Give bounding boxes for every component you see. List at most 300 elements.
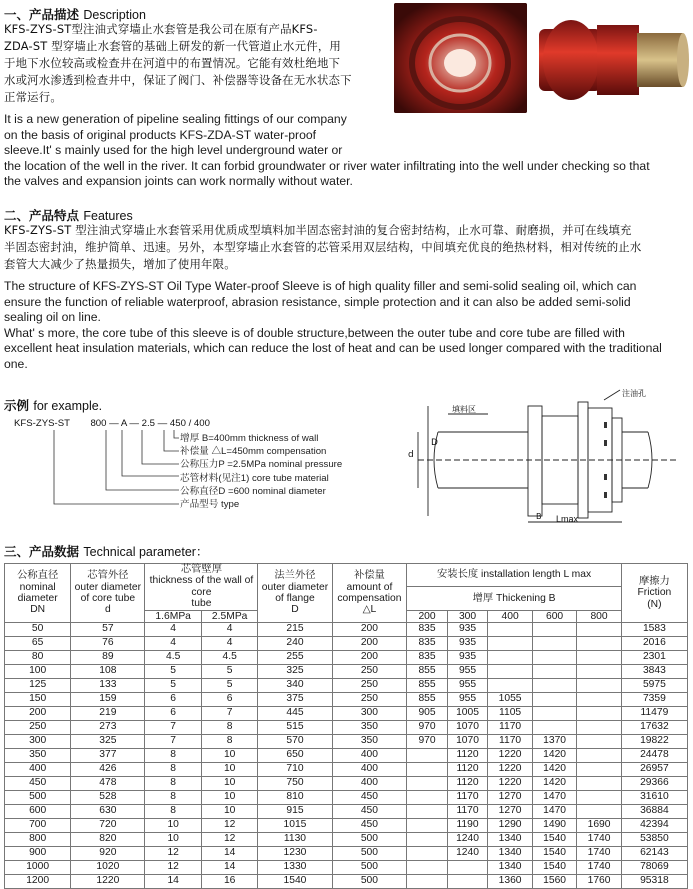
table-cell: 1740 — [577, 847, 621, 861]
table-cell: 8 — [145, 805, 202, 819]
table-cell: 250 — [5, 721, 71, 735]
table-cell: 215 — [258, 623, 332, 637]
table-cell: 1170 — [447, 805, 488, 819]
text-line: The structure of KFS-ZYS-ST Oil Type Water-proof Sleeve is of high quality filler and semi-solid sealing oil, which can — [4, 279, 637, 293]
table-cell — [532, 693, 576, 707]
table-cell: 450 — [332, 805, 407, 819]
table-cell: 650 — [258, 749, 332, 763]
model-code-diagram — [14, 418, 404, 518]
header-line: of core tube — [80, 593, 136, 605]
header-line: amount of — [346, 581, 393, 593]
table-cell: 16 — [201, 875, 258, 889]
heading-zh: 二、产品特点 — [4, 208, 80, 223]
table-cell: 500 — [332, 833, 407, 847]
table-cell: 400 — [332, 777, 407, 791]
text-line: ZDA-ST 型穿墙止水套管的基础上研发的新一代管道止水元件，用 — [4, 39, 342, 53]
header-line: DN — [30, 604, 46, 616]
table-cell: 89 — [71, 651, 145, 665]
table-cell: 1760 — [577, 875, 621, 889]
table-cell — [488, 623, 532, 637]
table-cell: 29366 — [621, 777, 687, 791]
table-cell: 1420 — [532, 749, 576, 763]
table-cell: 750 — [258, 777, 332, 791]
table-cell: 500 — [332, 861, 407, 875]
table-cell: 820 — [71, 833, 145, 847]
table-cell: 1583 — [621, 623, 687, 637]
table-cell: 1005 — [447, 707, 488, 721]
table-cell: 500 — [332, 847, 407, 861]
label-d: d — [408, 450, 414, 460]
table-row — [5, 735, 688, 749]
table-cell: 1490 — [532, 819, 576, 833]
table-cell: 273 — [71, 721, 145, 735]
table-cell — [577, 693, 621, 707]
table-cell: 1690 — [577, 819, 621, 833]
table-cell: 1540 — [532, 861, 576, 875]
table-cell — [407, 861, 447, 875]
table-cell: 905 — [407, 707, 447, 721]
table-cell: 12 — [145, 847, 202, 861]
table-cell: 10 — [201, 791, 258, 805]
table-cell: 255 — [258, 651, 332, 665]
header-line: △L — [362, 604, 377, 616]
header-line: D — [291, 604, 299, 616]
table-cell: 955 — [447, 665, 488, 679]
table-cell: 300 — [5, 735, 71, 749]
table-cell: 375 — [258, 693, 332, 707]
table-cell — [488, 637, 532, 651]
table-cell: 12 — [201, 833, 258, 847]
table-cell: 1740 — [577, 833, 621, 847]
table-cell: 7359 — [621, 693, 687, 707]
legend-item: 公称压力P =2.5MPa nominal pressure — [180, 459, 343, 471]
label-lmax: Lmax — [556, 514, 579, 524]
table-row — [5, 777, 688, 791]
table-cell — [577, 763, 621, 777]
table-cell: 1540 — [532, 847, 576, 861]
table-cell: 450 — [332, 819, 407, 833]
table-cell: 200 — [332, 637, 407, 651]
table-cell: 8 — [145, 763, 202, 777]
table-cell — [577, 707, 621, 721]
header-line: Friction — [637, 587, 672, 599]
table-cell: 1470 — [532, 805, 576, 819]
table-row — [5, 819, 688, 833]
table-cell — [447, 861, 488, 875]
table-cell: 17632 — [621, 721, 687, 735]
table-cell — [407, 875, 447, 889]
col-thickening-header: 增厚 Thickening B — [407, 587, 621, 610]
table-cell: 1200 — [5, 875, 71, 889]
table-cell: 1120 — [447, 749, 488, 763]
table-cell: 10 — [145, 833, 202, 847]
table-cell — [532, 679, 576, 693]
table-cell: 7 — [145, 721, 202, 735]
heading-en: Features — [83, 209, 133, 223]
table-cell: 1420 — [532, 777, 576, 791]
table-cell: 19822 — [621, 735, 687, 749]
col-b-800: 800 — [577, 610, 621, 622]
table-row — [5, 707, 688, 721]
table-cell: 915 — [258, 805, 332, 819]
table-cell: 57 — [71, 623, 145, 637]
table-cell: 450 — [5, 777, 71, 791]
table-cell: 10 — [145, 819, 202, 833]
table-cell: 1340 — [488, 833, 532, 847]
text-line: one. — [4, 356, 28, 371]
text-line: excellent heat insulation materials, which can reduce the lost of heat and can be used longer compared with the traditional — [4, 341, 662, 356]
text-line: sleeve.It' s mainly used for the high level underground water or — [4, 143, 343, 158]
table-cell: 219 — [71, 707, 145, 721]
table-cell: 426 — [71, 763, 145, 777]
header-line: diameter — [17, 593, 58, 605]
table-cell: 1330 — [258, 861, 332, 875]
table-cell: 1015 — [258, 819, 332, 833]
col-flange-header — [258, 564, 332, 623]
table-cell: 1270 — [488, 805, 532, 819]
table-cell — [577, 805, 621, 819]
table-cell: 14 — [201, 847, 258, 861]
table-cell: 855 — [407, 665, 447, 679]
table-cell: 835 — [407, 651, 447, 665]
table-cell: 1055 — [488, 693, 532, 707]
label-oil-hole: 注油孔 — [622, 389, 646, 398]
table-cell: 7 — [145, 735, 202, 749]
text-line: It is a new generation of pipeline sealing fittings of our company — [4, 112, 347, 126]
header-line: d — [105, 604, 111, 616]
legend-item: 增厚 B=400mm thickness of wall — [180, 433, 319, 444]
col-b-600: 600 — [532, 610, 576, 622]
table-cell: 95318 — [621, 875, 687, 889]
col-dn-header — [5, 564, 71, 623]
table-cell: 1270 — [488, 791, 532, 805]
table-cell: 1560 — [532, 875, 576, 889]
table-cell — [577, 665, 621, 679]
table-cell: 1220 — [71, 875, 145, 889]
table-cell: 8 — [145, 749, 202, 763]
table-cell: 14 — [145, 875, 202, 889]
table-cell: 4 — [145, 623, 202, 637]
table-cell: 1070 — [447, 735, 488, 749]
label-filler: 填料区 — [452, 405, 476, 414]
table-cell: 835 — [407, 637, 447, 651]
table-cell: 935 — [447, 623, 488, 637]
table-cell: 12 — [201, 819, 258, 833]
table-cell — [407, 791, 447, 805]
table-cell: 7 — [201, 707, 258, 721]
col-b-300: 300 — [447, 610, 488, 622]
table-cell: 3843 — [621, 665, 687, 679]
table-cell — [577, 679, 621, 693]
table-cell — [407, 749, 447, 763]
table-cell: 300 — [332, 707, 407, 721]
table-cell: 377 — [71, 749, 145, 763]
description-zh — [4, 21, 388, 106]
table-cell — [577, 777, 621, 791]
table-row — [5, 721, 688, 735]
header-line: tube — [191, 598, 212, 610]
table-cell: 1360 — [488, 875, 532, 889]
table-cell: 1220 — [488, 763, 532, 777]
table-cell: 630 — [71, 805, 145, 819]
table-cell: 200 — [332, 623, 407, 637]
table-cell: 4.5 — [145, 651, 202, 665]
table-cell — [532, 637, 576, 651]
table-cell: 5 — [201, 665, 258, 679]
header-line: compensation — [337, 593, 402, 605]
table-row — [5, 847, 688, 861]
table-cell: 53850 — [621, 833, 687, 847]
table-cell: 970 — [407, 721, 447, 735]
legend-item: 芯管材料(见注1) core tube material — [180, 472, 329, 484]
table-row — [5, 637, 688, 651]
table-cell: 125 — [5, 679, 71, 693]
table-cell — [407, 819, 447, 833]
table-cell: 31610 — [621, 791, 687, 805]
header-line: thickness of the wall of core — [149, 575, 254, 598]
table-cell: 240 — [258, 637, 332, 651]
heading-en: Description — [83, 8, 146, 22]
table-cell: 2301 — [621, 651, 687, 665]
table-cell: 1540 — [258, 875, 332, 889]
header-line: 芯管壁厚 — [180, 564, 223, 575]
table-cell: 24478 — [621, 749, 687, 763]
table-row — [5, 833, 688, 847]
table-cell — [577, 721, 621, 735]
table-cell: 340 — [258, 679, 332, 693]
table-row — [5, 693, 688, 707]
col-comp-header — [332, 564, 407, 623]
table-cell: 600 — [5, 805, 71, 819]
table-cell: 935 — [447, 637, 488, 651]
table-cell: 900 — [5, 847, 71, 861]
table-cell: 6 — [201, 693, 258, 707]
table-row — [5, 763, 688, 777]
table-cell: 445 — [258, 707, 332, 721]
table-cell: 1220 — [488, 749, 532, 763]
section-params-heading — [4, 542, 208, 560]
text-line: 套管大大减少了热量损失，增加了使用年限。 — [4, 257, 236, 271]
header-line: 公称直径 — [17, 570, 59, 582]
table-cell: 50 — [5, 623, 71, 637]
table-cell — [532, 623, 576, 637]
table-cell: 8 — [201, 721, 258, 735]
table-cell: 200 — [332, 651, 407, 665]
table-cell: 1230 — [258, 847, 332, 861]
table-cell: 11479 — [621, 707, 687, 721]
table-cell: 1240 — [447, 833, 488, 847]
technical-drawing — [408, 388, 692, 528]
table-cell: 4 — [201, 623, 258, 637]
table-cell: 400 — [5, 763, 71, 777]
col-b-400: 400 — [488, 610, 532, 622]
header-line: outer diameter — [261, 581, 329, 593]
text-line: the valves and expansion joints can work normally without water. — [4, 174, 353, 189]
heading-zh: 三、产品数据 — [4, 544, 80, 559]
col-length-header: 安装长度 installation length L max — [407, 564, 621, 587]
table-cell — [577, 637, 621, 651]
table-cell: 710 — [258, 763, 332, 777]
table-row — [5, 791, 688, 805]
table-cell — [577, 735, 621, 749]
table-cell — [577, 623, 621, 637]
table-cell: 955 — [447, 693, 488, 707]
product-photo-outside — [531, 3, 691, 113]
text-line: What' s more, the core tube of this sleeve is of double structure,between the outer tube and core tube are filled with — [4, 325, 625, 340]
table-cell: 6 — [145, 693, 202, 707]
table-cell — [447, 875, 488, 889]
table-cell: 1470 — [532, 791, 576, 805]
table-cell: 80 — [5, 651, 71, 665]
table-cell: 10 — [201, 805, 258, 819]
table-cell: 2016 — [621, 637, 687, 651]
product-photo-inside — [394, 3, 527, 113]
table-cell: 835 — [407, 623, 447, 637]
features-zh — [4, 222, 692, 273]
table-row — [5, 861, 688, 875]
table-cell: 400 — [332, 749, 407, 763]
table-row — [5, 749, 688, 763]
table-cell: 10 — [201, 763, 258, 777]
col-friction-header — [621, 564, 687, 623]
table-cell — [407, 763, 447, 777]
table-cell: 1190 — [447, 819, 488, 833]
header-line: nominal — [19, 581, 56, 593]
table-cell: 76 — [71, 637, 145, 651]
table-cell: 1340 — [488, 847, 532, 861]
table-cell: 1220 — [488, 777, 532, 791]
table-cell — [407, 777, 447, 791]
table-cell: 1070 — [447, 721, 488, 735]
table-cell — [532, 707, 576, 721]
table-cell: 1540 — [532, 833, 576, 847]
table-row — [5, 651, 688, 665]
table-cell: 700 — [5, 819, 71, 833]
table-cell: 10 — [201, 749, 258, 763]
table-cell: 400 — [332, 763, 407, 777]
table-cell: 855 — [407, 693, 447, 707]
table-cell: 478 — [71, 777, 145, 791]
table-cell: 810 — [258, 791, 332, 805]
table-cell: 1120 — [447, 777, 488, 791]
header-line: outer diameter — [74, 581, 142, 593]
table-cell: 800 — [5, 833, 71, 847]
text-line: the location of the well in the river. It can forbid groundwater or river water infiltrating into the well under checking so that — [4, 158, 650, 173]
header-line: 芯管外径 — [87, 570, 129, 582]
table-row — [5, 623, 688, 637]
table-cell — [488, 679, 532, 693]
description-en — [4, 112, 692, 190]
table-cell — [532, 721, 576, 735]
table-cell: 500 — [5, 791, 71, 805]
table-cell: 250 — [332, 665, 407, 679]
header-line: 补偿量 — [353, 570, 385, 582]
model-params: 800 — A — 2.5 — 450 / 400 — [90, 418, 210, 429]
text-line: KFS-ZYS-ST 型注油式穿墙止水套管采用优质成型填料加半固态密封油的复合密封结构，止水可靠、耐磨损，并可在线填充 — [4, 223, 632, 237]
table-cell: 1340 — [488, 861, 532, 875]
table-cell: 8 — [201, 735, 258, 749]
table-cell: 1420 — [532, 763, 576, 777]
table-cell — [577, 651, 621, 665]
table-cell: 855 — [407, 679, 447, 693]
header-line: 摩擦力 — [638, 575, 670, 587]
table-cell: 515 — [258, 721, 332, 735]
table-cell: 350 — [332, 721, 407, 735]
text-line: 水或河水渗透到检查井中，保证了阀门、补偿器等设备在无水状态下 — [4, 73, 352, 87]
table-body — [5, 623, 688, 889]
table-cell: 4 — [145, 637, 202, 651]
table-row — [5, 679, 688, 693]
table-cell: 250 — [332, 693, 407, 707]
table-cell: 1130 — [258, 833, 332, 847]
header-line: 法兰外径 — [274, 570, 316, 582]
code-legend — [180, 432, 342, 511]
table-cell: 5 — [201, 679, 258, 693]
col-wall-header — [145, 564, 258, 611]
legend-item: 产品型号 type — [180, 499, 240, 511]
table-cell: 200 — [5, 707, 71, 721]
table-cell: 6 — [145, 707, 202, 721]
table-cell — [532, 665, 576, 679]
table-cell: 720 — [71, 819, 145, 833]
table-cell: 935 — [447, 651, 488, 665]
table-cell: 1240 — [447, 847, 488, 861]
label-D: D — [431, 438, 438, 448]
text-line: KFS-ZYS-ST型注油式穿墙止水套管是我公司在原有产品KFS- — [4, 22, 318, 36]
table-cell: 570 — [258, 735, 332, 749]
table-cell: 133 — [71, 679, 145, 693]
table-cell: 159 — [71, 693, 145, 707]
table-cell: 528 — [71, 791, 145, 805]
table-cell: 5 — [145, 665, 202, 679]
table-row — [5, 875, 688, 889]
heading-zh: 一、产品描述 — [4, 7, 80, 22]
text-line: 正常运行。 — [4, 90, 62, 104]
header-line: of flange — [275, 593, 315, 605]
table-cell: 350 — [5, 749, 71, 763]
table-cell: 100 — [5, 665, 71, 679]
section-example-heading — [4, 396, 102, 414]
model-type: KFS-ZYS-ST — [14, 418, 70, 429]
table-cell: 1170 — [488, 735, 532, 749]
legend-item: 公称直径D =600 nominal diameter — [180, 485, 326, 497]
table-cell: 65 — [5, 637, 71, 651]
table-cell: 325 — [258, 665, 332, 679]
table-cell: 500 — [332, 875, 407, 889]
table-cell — [577, 791, 621, 805]
table-cell: 1000 — [5, 861, 71, 875]
table-cell: 1170 — [447, 791, 488, 805]
heading-zh: 示例 — [4, 398, 30, 413]
table-cell: 78069 — [621, 861, 687, 875]
table-cell: 108 — [71, 665, 145, 679]
table-cell: 14 — [201, 861, 258, 875]
table-cell: 150 — [5, 693, 71, 707]
table-cell — [488, 651, 532, 665]
table-cell: 12 — [145, 861, 202, 875]
table-cell: 26957 — [621, 763, 687, 777]
heading-en: Technical parameter： — [83, 545, 209, 559]
table-cell: 450 — [332, 791, 407, 805]
col-wall-16: 1.6MPa — [145, 610, 202, 622]
technical-parameter-table — [4, 563, 688, 889]
col-wall-25: 2.5MPa — [201, 610, 258, 622]
table-cell: 62143 — [621, 847, 687, 861]
table-cell: 955 — [447, 679, 488, 693]
table-cell: 8 — [145, 777, 202, 791]
text-line: sealing oil on line. — [4, 310, 101, 325]
table-cell — [577, 749, 621, 763]
